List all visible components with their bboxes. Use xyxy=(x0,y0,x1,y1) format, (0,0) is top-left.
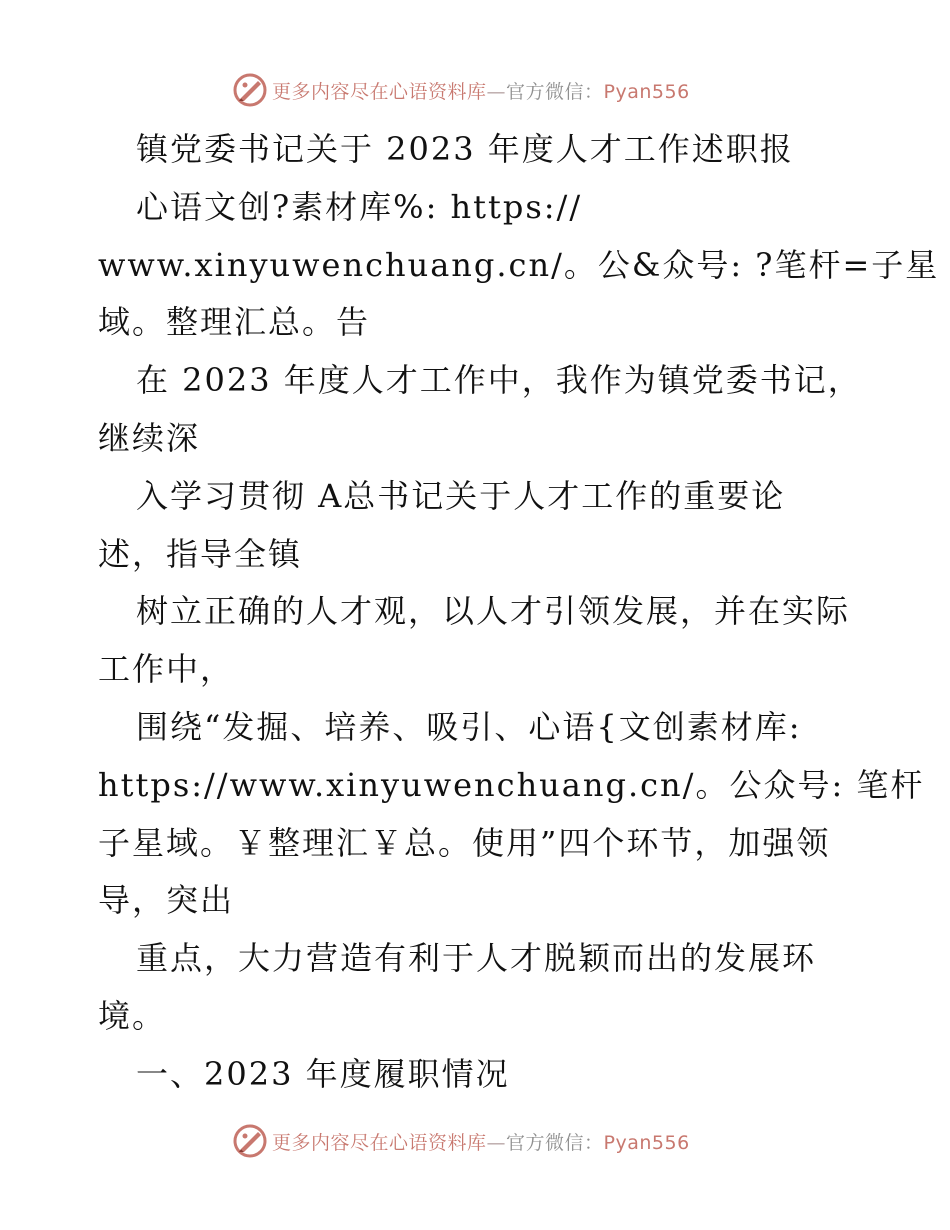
doc-line: 工作中， xyxy=(98,650,235,689)
watermark-wechat-id: Pyan556 xyxy=(603,1131,690,1154)
doc-line: 境。 xyxy=(98,996,167,1035)
doc-line: 述，指导全镇 xyxy=(98,534,303,573)
watermark-header xyxy=(232,70,690,110)
doc-line: https://www.xinyuwenchuang.cn/。公众号: 笔杆 xyxy=(98,765,925,804)
watermark-wechat-label: 官方微信： xyxy=(506,1131,604,1154)
doc-line: 在 2023 年度人才工作中，我作为镇党委书记， xyxy=(136,361,862,400)
watermark-footer xyxy=(232,1121,690,1161)
doc-line: 域。整理汇总。告 xyxy=(98,303,371,342)
doc-line: 重点，大力营造有利于人才脱颖而出的发展环 xyxy=(136,939,817,978)
doc-line: 导，突出 xyxy=(98,881,235,920)
document-body xyxy=(98,121,940,1104)
doc-line: 围绕“发掘、培养、吸引、心语{文创素材库: xyxy=(136,707,802,746)
doc-line: www.xinyuwenchuang.cn/。公&众号: ?笔杆=子星 xyxy=(98,245,940,284)
pen-logo-icon xyxy=(232,1123,268,1159)
doc-line: 继续深 xyxy=(98,418,201,457)
watermark-site: 更多内容尽在心语资料库 xyxy=(272,1131,487,1154)
watermark-dash: — xyxy=(486,80,507,103)
doc-title: 镇党委书记关于 2023 年度人才工作述职报 xyxy=(136,130,794,168)
watermark-text xyxy=(272,77,690,104)
doc-line: 入学习贯彻 A总书记关于人才工作的重要论 xyxy=(136,476,786,515)
doc-line: 子星域。￥整理汇￥总。使用”四个环节，加强领 xyxy=(98,823,831,862)
doc-line: 树立正确的人才观，以人才引领发展，并在实际 xyxy=(136,592,851,631)
watermark-text xyxy=(272,1128,690,1155)
watermark-site: 更多内容尽在心语资料库 xyxy=(272,80,487,103)
pen-logo-icon xyxy=(232,72,268,108)
watermark-dash: — xyxy=(486,1131,507,1154)
doc-line: 心语文创?素材库%: https:// xyxy=(136,187,583,226)
watermark-wechat-id: Pyan556 xyxy=(603,80,690,103)
watermark-wechat-label: 官方微信： xyxy=(506,80,604,103)
section-heading: 一、2023 年度履职情况 xyxy=(136,1054,510,1093)
